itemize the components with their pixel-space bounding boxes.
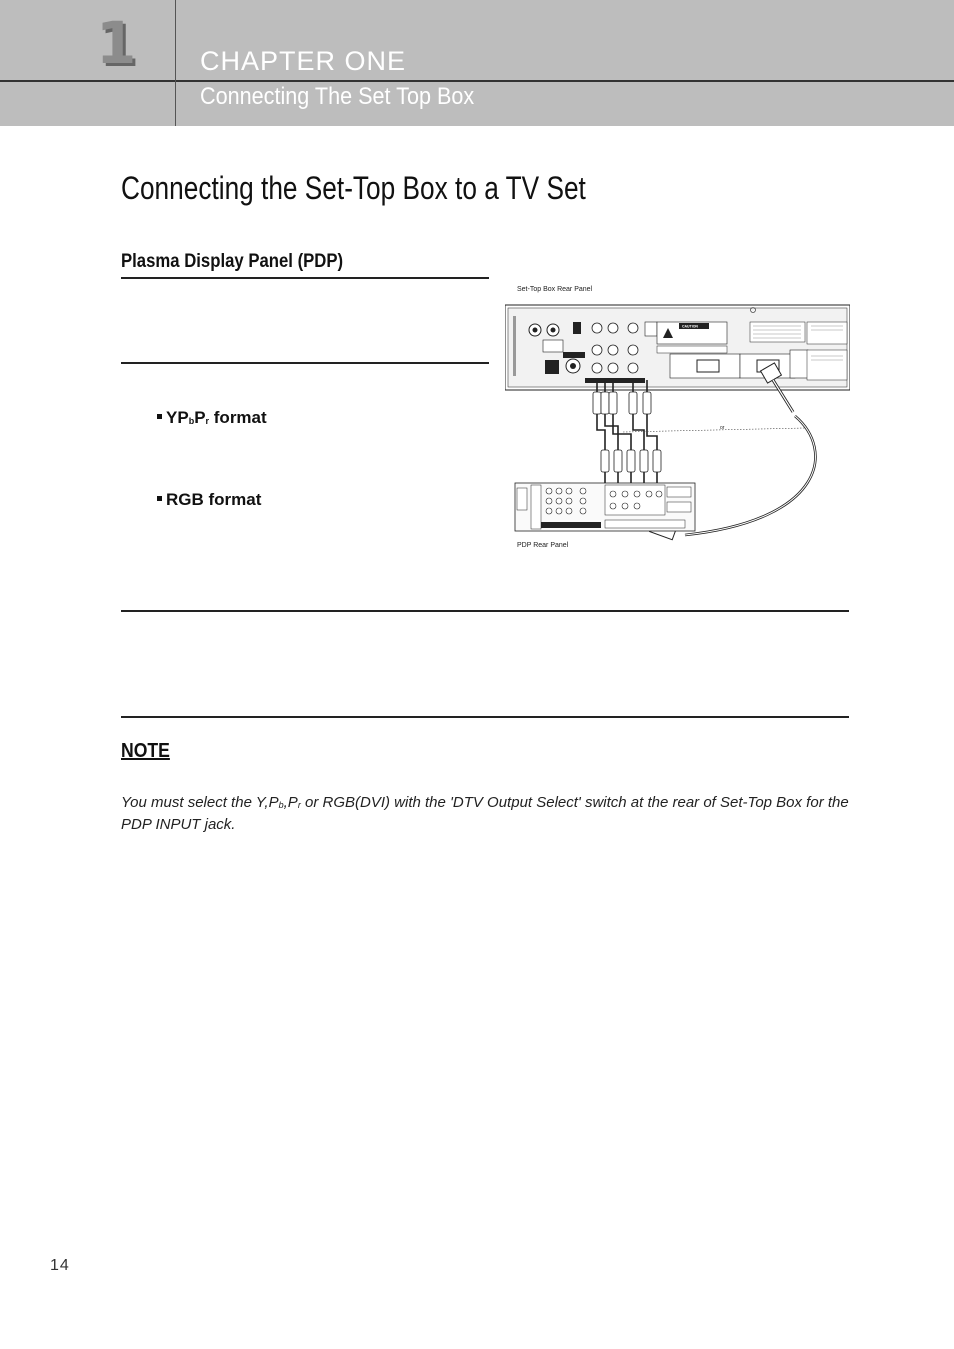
or-label: or [720, 425, 725, 431]
header-vertical-divider [175, 0, 176, 126]
chapter-header [0, 0, 954, 126]
bullet-rgb [157, 490, 261, 510]
note-sub-b: b [278, 800, 284, 810]
section-rule-middle [121, 362, 489, 364]
bullet-ypbpr-p: P [194, 408, 206, 427]
section-heading: Plasma Display Panel (PDP) [121, 251, 344, 272]
pdp-plugs [601, 450, 661, 472]
stb-rear-panel-label: Set-Top Box Rear Panel [517, 286, 593, 293]
pdp-rear-panel-label: PDP Rear Panel [517, 542, 569, 549]
header-divider [0, 80, 954, 82]
note-text-part-1: You must select the Y,P [121, 794, 279, 811]
page-number: 14 [50, 1257, 70, 1274]
bullet-ypbpr-suffix: format [209, 408, 267, 427]
pdp-rear-panel [515, 483, 695, 531]
note-text-part-3: or RGB(DVI) with the 'DTV Output Select' switch at the rear of Set-Top Box for the PDP INPUT jack. [121, 794, 849, 833]
note-sub-r: r [297, 800, 301, 810]
bullet-ypbpr-sub-b: b [188, 416, 195, 426]
note-heading: NOTE [121, 740, 170, 762]
chapter-number: 1 [96, 9, 137, 77]
or-dotted-line [623, 428, 805, 432]
note-text [121, 793, 861, 835]
bullet-ypbpr-y: YP [166, 408, 189, 427]
bullet-square-icon [157, 414, 162, 419]
note-text-part-2: ,P [283, 794, 298, 811]
page-title: Connecting the Set-Top Box to a TV Set [121, 170, 586, 206]
stb-plugs [593, 392, 651, 414]
content-rule-2 [121, 716, 849, 718]
content-rule-1 [121, 610, 849, 612]
chapter-label: CHAPTER ONE [200, 46, 407, 76]
stb-rear-panel [505, 305, 850, 390]
chapter-subtitle: Connecting The Set Top Box [200, 83, 475, 110]
section-rule-top [121, 277, 489, 279]
bullet-ypbpr [157, 408, 267, 428]
bullet-ypbpr-sub-r: r [205, 416, 210, 426]
caution-label: CAUTION [682, 324, 698, 329]
bullet-square-icon [157, 496, 162, 501]
bullet-rgb-label: RGB format [166, 490, 262, 509]
connection-diagram [505, 280, 850, 555]
